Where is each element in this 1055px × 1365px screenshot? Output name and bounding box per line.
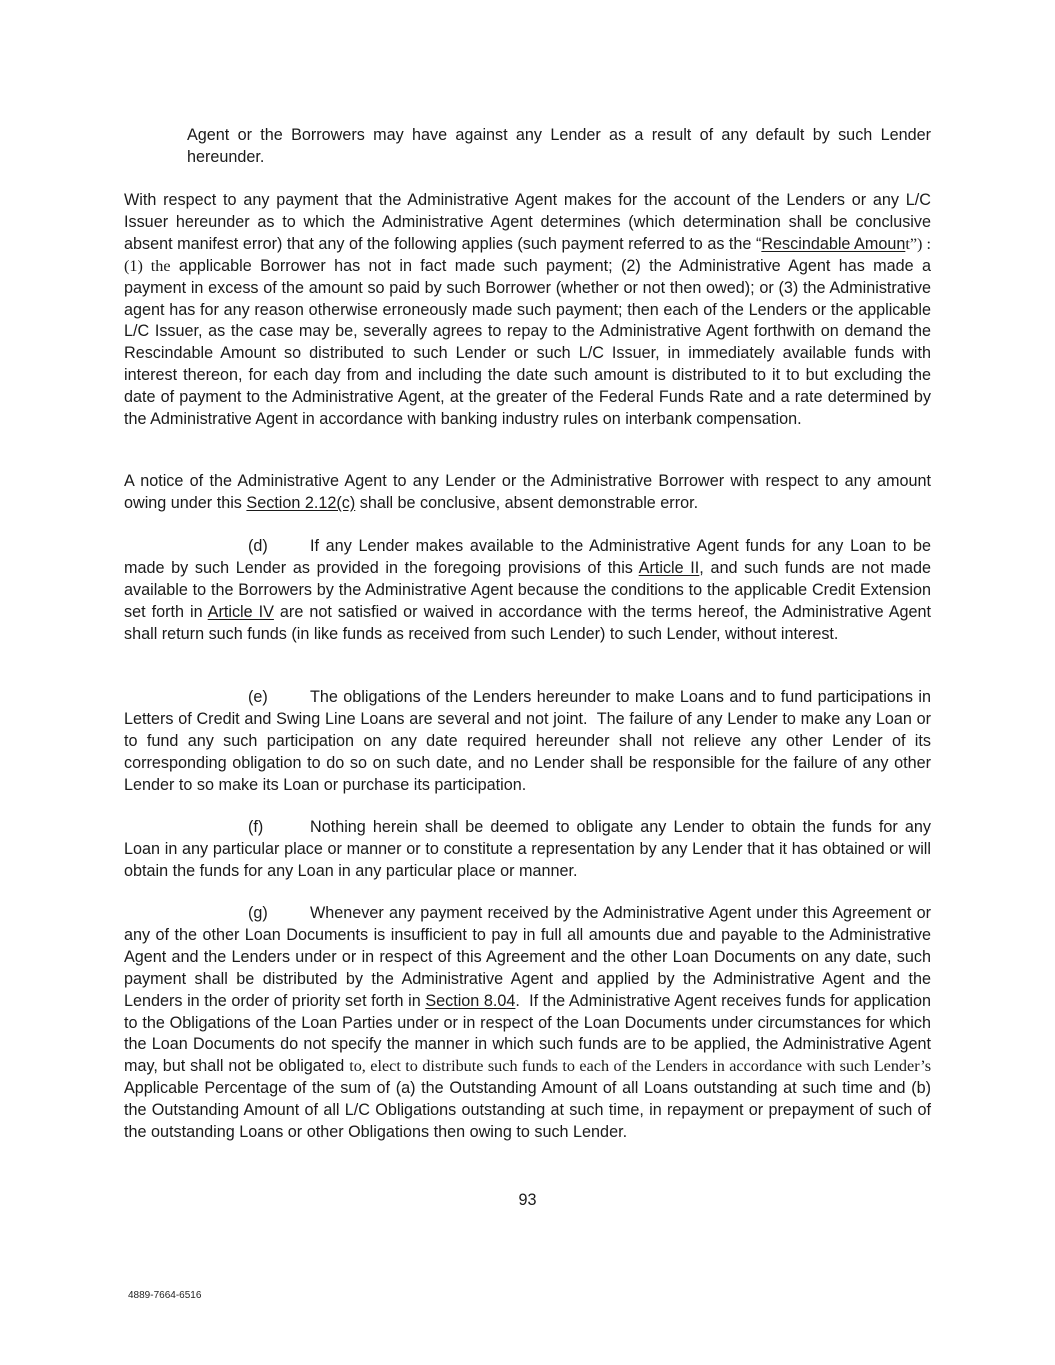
paragraph-notice [124, 471, 931, 515]
paragraph-text: , and such funds are not made available to the Borrowers by the Administrative Agent because the conditions to the applicable Credit Extension set forth in [124, 558, 931, 621]
section-reference: Section 2.12(c) [246, 493, 356, 512]
paragraph-text: Applicable Percentage of the sum of (a) the Outstanding Amount of all Loans outstanding at such time and (b) the Outstanding Amount of all L/C Obligations outstanding at such time, in repayment or prepayment of such of the outstanding Loans or other Obligations then owing to such Lender. [124, 1079, 931, 1142]
paragraph-text: Whenever any payment received by the Administrative Agent under this Agreement or any of the other Loan Documents is insufficient to pay in full all amounts due and payable to the Administrative Agent and the Lenders under or in respect of this Agreement and the other Loan Documents on any date, such payment shall be distributed by the Administrative Agent and applied by the Administrative Agent and the Lenders in the order of priority set forth in [124, 904, 931, 1010]
paragraph-text: If any Lender makes available to the Administrative Agent funds for any Loan to be made by such Lender as provided in the foregoing provisions of this [124, 537, 931, 577]
paragraph-text: The obligations of the Lenders hereunder to make Loans and to fund participations in Letters of Credit and Swing Line Loans are several and not joint. The failure of any Lender to make any Loan or to fund any such participation on any date required hereunder shall not relieve any other Lender of its corresponding obligation to do so on such date, and no Lender shall be responsible for the failure of any other Lender to so make its Loan or purchase its participation. [124, 688, 931, 794]
paragraph-text: With respect to any payment that the Administrative Agent makes for the account of the Lenders or any L/C Issuer hereunder as to which the Administrative Agent determines (which determination shall be conclusive absent manifest error) that any of the following applies (such payment referred to as the “ [124, 191, 931, 253]
clause-marker: (e) [248, 688, 268, 706]
paragraph-text: shall be conclusive, absent demonstrable error. [355, 493, 699, 512]
section-reference: Section 8.04 [425, 991, 516, 1010]
paragraph-continuation [187, 125, 931, 169]
paragraph-text: Agent or the Borrowers may have against any Lender as a result of any default by such Lender hereunder. [187, 126, 931, 166]
paragraph-text: Nothing herein shall be deemed to obligate any Lender to obtain the funds for any Loan in any particular place or manner or to constitute a representation by any Lender that it has obtained or will obtain the funds for any Loan in any particular place or manner. [124, 818, 931, 880]
document-id: 4889-7664-6516 [128, 1290, 202, 1301]
paragraph-text: . If the Administrative Agent receives funds for application to the Obligations of the Loan Parties under or in respect of the Loan Documents under circumstances for which the Loan Documents do not specify the manner in which such funds are to be applied, the Administrative Agent may, but shall not be obligated [124, 991, 931, 1076]
paragraph-text: A notice of the Administrative Agent to any Lender or the Administrative Borrower with respect to any amount owing under this [124, 472, 931, 512]
article-reference: Article II [638, 558, 700, 577]
paragraph-text: applicable Borrower has not in fact made such payment; (2) the Administrative Agent has made a payment in excess of the amount so paid by such Borrower (whether or not then owed); or (3) the Administrative agent has for any reason otherwise erroneously made such payment; then each of the Lenders or the applicable L/C Issuer, as the case may be, severally agrees to repay to the Administrative Agent forthwith on demand the Rescindable Amount so distributed to such Lender or such L/C Issuer, in immediately available funds with interest thereon, for each day from and including the date such amount is distributed to it to but excluding the date of payment to the Administrative Agent, at the greater of the Federal Funds Rate and a rate determined by the Administrative Agent in accordance with banking industry rules on interbank compensation. [124, 256, 931, 429]
defined-term-tail: t”) : (1) the [124, 234, 931, 275]
clause-marker: (d) [248, 537, 268, 555]
clause-marker: (g) [248, 904, 268, 922]
paragraph-rescindable-amount [124, 190, 931, 431]
defined-term: Rescindable Amoun [761, 234, 906, 253]
paragraph-text: are not satisfied or waived in accordance with the terms hereof, the Administrative Agent shall return such funds (in like funds as received from such Lender) to such Lender, without interest. [124, 602, 931, 643]
clause-marker: (f) [248, 818, 264, 836]
clause-f [124, 817, 931, 883]
clause-g [124, 903, 931, 1144]
article-reference: Article IV [207, 602, 274, 621]
page-number: 93 [518, 1191, 537, 1209]
clause-d [124, 536, 931, 646]
clause-e [124, 687, 931, 797]
paragraph-text-serif: to, elect to distribute such funds to each of the Lenders in accordance with such Lender’s [349, 1057, 931, 1076]
